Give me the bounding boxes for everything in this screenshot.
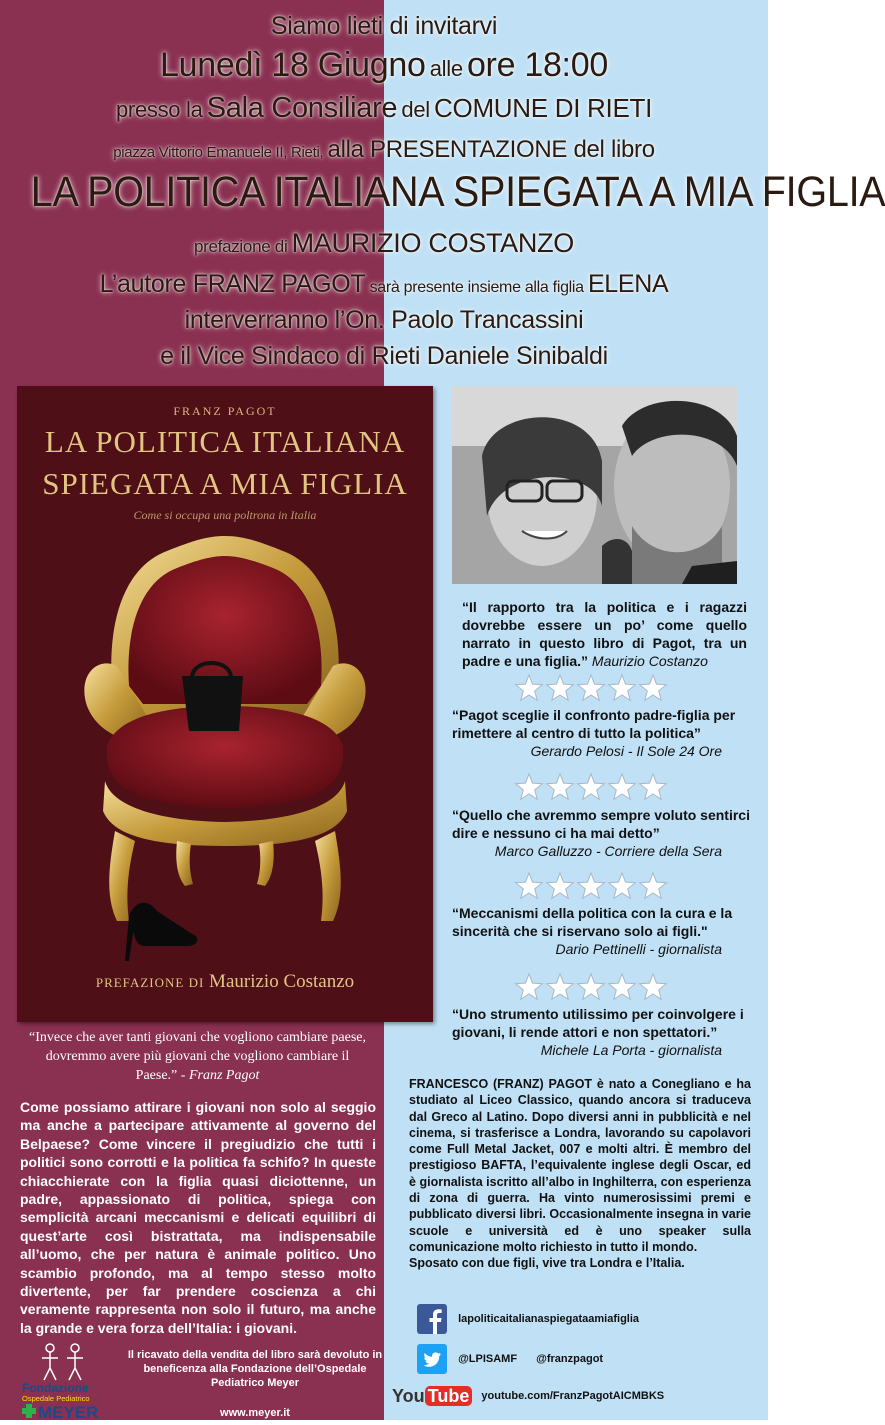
star-icon <box>516 873 543 898</box>
book-preface: PREFAZIONE DI Maurizio Costanzo <box>95 971 355 992</box>
vice-mayor-line: e il Vice Sindaco di Rieti Daniele Sinibaldi <box>160 342 608 370</box>
date-text: Lunedì 18 Giugno <box>160 46 426 84</box>
quote-pelosi: “Pagot sceglie il confronto padre-figlia per rimettere al centro di tutto la politica” Gerardo Pelosi - Il Sole 24 Ore <box>452 707 736 759</box>
rating-stars <box>514 674 674 704</box>
venue-text: Sala Consiliare <box>206 92 398 124</box>
quote-pettinelli: “Meccanismi della politica con la cura e la sincerità che si riservano solo ai figli." Dario Pettinelli - giornalista <box>452 905 733 957</box>
star-icon <box>609 675 636 700</box>
author-quote: “Invece che aver tanti giovani che vogliono cambiare paese, dovremmo avere più giovani che vogliono cambiare il Paese.” - Franz Pagot <box>28 1030 366 1083</box>
date-line: Lunedì 18 Giugno alle ore 18:00 <box>160 46 608 84</box>
book-author: FRANZ PAGOT <box>173 404 277 418</box>
speakers-line: interverranno l’On. Paolo Trancassini <box>184 306 584 334</box>
twitter-link[interactable]: @LPISAMF @franzpagot <box>417 1344 603 1374</box>
book-title-line2: SPIEGATA A MIA FIGLIA <box>42 466 408 501</box>
star-icon <box>578 974 605 999</box>
book-title-line1: LA POLITICA ITALIANA <box>44 424 406 459</box>
rating-stars <box>514 973 674 1003</box>
star-icon <box>547 974 574 999</box>
author-photo <box>452 386 737 584</box>
star-icon <box>547 774 574 799</box>
meyer-logo-line1: Fondazione <box>22 1381 89 1395</box>
star-icon <box>640 675 667 700</box>
charity-note: Il ricavato della vendita del libro sarà devoluto in beneficenza alla Fondazione dell’Ospedale Pediatrico Meyer <box>127 1349 383 1389</box>
star-icon <box>578 774 605 799</box>
author-bio: FRANCESCO (FRANZ) PAGOT è nato a Conegliano e ha studiato al Liceo Classico, quando ancora si traduceva dal Greco al Latino. Dopo diversi anni in pubblicità e nel cinema, si trasferisce a Londra, lavorando su capolavori come Full Metal Jacket, 007 e molti altri. È membro del prestigioso BAFTA, l’equivalente inglese degli Oscar, ed è giornalista iscritto all’albo in Inghilterra, con esperienza di zona di guerra. Ha vinto numerosissimi premi e pubblicato diversi libri. Occasionalmente insegna in varie scuole e università ed è uno speaker sulla comunicazione molto richiesto in tutto il mondo. Sposato con due figli, vive tra Londra e l’Italia. <box>409 1077 751 1271</box>
star-icon <box>516 675 543 700</box>
time-text: ore 18:00 <box>466 46 608 84</box>
star-icon <box>640 774 667 799</box>
star-icon <box>547 873 574 898</box>
star-icon <box>640 873 667 898</box>
star-icon <box>516 974 543 999</box>
facebook-icon <box>417 1304 447 1334</box>
quote-galluzzo: “Quello che avremmo sempre voluto sentirci dire e nessuno ci ha mai detto” Marco Galluzzo - Corriere della Sera <box>452 807 750 859</box>
book-description: Come possiamo attirare i giovani non solo al seggio ma anche a partecipare attivamente al governo del Belpaese? Come vincere il pregiudizio che tutti i politici sono corrotti e la politica fa schifo? In queste chiacchierate con la figlia quasi diciottenne, un padre, appassionato di politica, spiega con semplicità arcani meccanismi e delicati equilibri di quest’arte così bistrattata, ma indispensabile all’uomo, che per natura è animale politico. Uno scambio profondo, ma al tempo stesso molto divertente, per far prendere coscienza a chi veramente rappresenta non solo il futuro, ma anche la grande e vera forza dell’Italia: i giovani. <box>20 1099 376 1336</box>
book-title-header: LA POLITICA ITALIANA SPIEGATA A MIA FIGLIA <box>30 168 885 216</box>
rating-stars <box>514 872 674 902</box>
star-icon <box>547 675 574 700</box>
star-icon <box>578 675 605 700</box>
address-line: piazza Vittorio Emanuele II, Rieti, alla PRESENTAZIONE del libro <box>113 136 655 163</box>
star-icon <box>609 774 636 799</box>
star-icon <box>609 873 636 898</box>
star-icon <box>609 974 636 999</box>
twitter-icon <box>417 1344 447 1374</box>
preface-line: prefazione di MAURIZIO COSTANZO <box>193 228 574 258</box>
meyer-logo-line3: MEYER <box>38 1403 99 1422</box>
invite-line: Siamo lieti di invitarvi <box>270 12 498 40</box>
youtube-link[interactable]: You Tube youtube.com/FranzPagotAICMBKS <box>392 1386 665 1406</box>
star-icon <box>516 774 543 799</box>
star-icon <box>578 873 605 898</box>
quote-laporta: “Uno strumento utilissimo per coinvolgere i giovani, li rende attori e non spettatori.” Michele La Porta - giornalista <box>452 1006 744 1058</box>
venue-line: presso la Sala Consiliare del COMUNE DI RIETI <box>115 92 652 124</box>
youtube-icon: You Tube <box>392 1386 472 1407</box>
meyer-logo-line2: Ospedale Pediatrico <box>22 1394 90 1403</box>
rating-stars <box>514 773 674 803</box>
author-line: L’autore FRANZ PAGOT sarà presente insieme alla figlia ELENA <box>99 270 669 298</box>
facebook-link[interactable]: lapoliticaitalianaspiegataamiafiglia <box>417 1304 639 1334</box>
quote-costanzo: “Il rapporto tra la politica e i ragazzi dovrebbe essere un po’ come quello narrato in questo libro di Pagot, tra un padre e una figlia.” Maurizio Costanzo <box>462 599 747 669</box>
book-cover <box>17 386 433 1022</box>
meyer-foundation-logo <box>20 1340 120 1420</box>
star-icon <box>640 974 667 999</box>
book-subtitle: Come si occupa una poltrona in Italia <box>133 508 317 522</box>
meyer-url[interactable]: www.meyer.it <box>220 1407 290 1419</box>
